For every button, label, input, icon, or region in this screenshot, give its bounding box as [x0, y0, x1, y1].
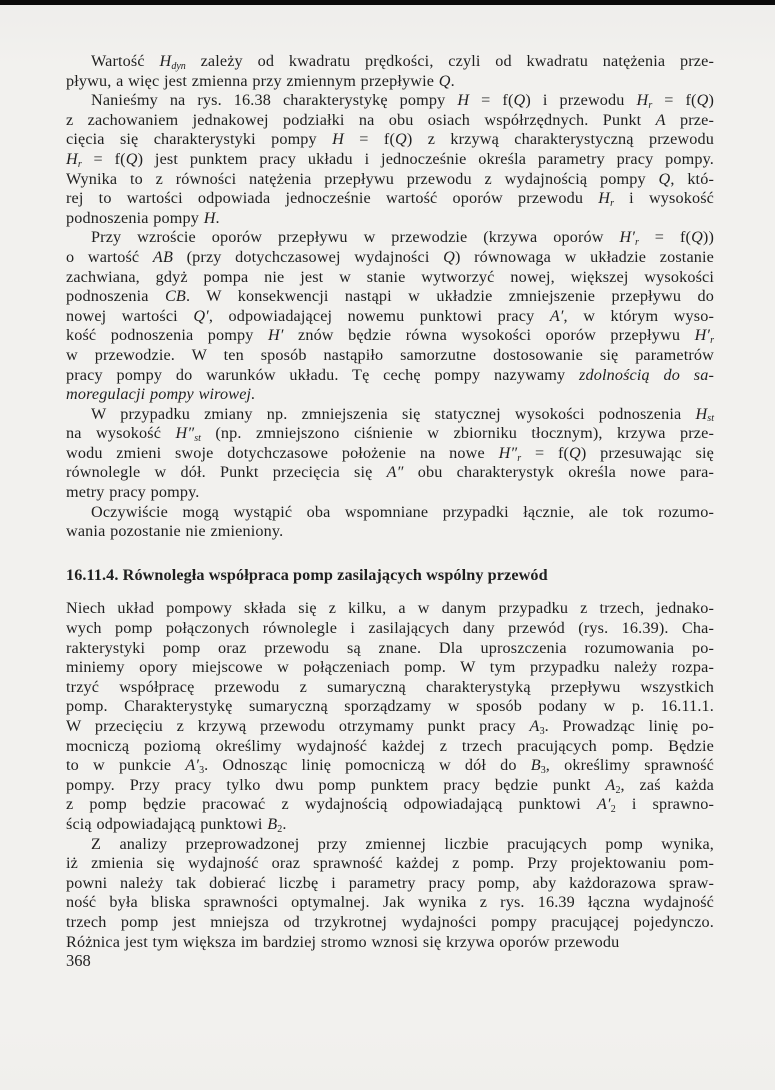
text-line: Oczywiście mogą wystąpić oba wspomniane przypadki łącznie, ale tok rozumo-: [91, 502, 714, 521]
text-line: powni należy tak dobierać liczbę i parametry pracy pomp, aby każdorazowa spraw-: [66, 873, 714, 892]
scan-edge-artifact: [0, 0, 775, 5]
text-line: ność była bliska sprawności optymalnej. Jak wynika z rys. 16.39 łączna wydajność: [66, 893, 714, 912]
text-line: w przewodzie. W ten sposób nastąpiło samorzutne dostosowanie się parametrów: [66, 345, 714, 364]
text-line: pomp. Charakterystykę sumaryczną sporządzamy w sposób podany w p. 16.11.1.: [66, 697, 714, 716]
text-line: W przecięciu z krzywą przewodu otrzymamy punkt pracy $A_3$. Prowadząc linię po-: [66, 717, 714, 737]
text-line: zachwiana, gdyż pompa nie jest w stanie wytworzyć nowej, większej wysokości: [66, 267, 714, 286]
paragraph: [66, 228, 714, 404]
text-line: z zachowaniem jednakowej podziałki na obu osiach współrzędnych. Punkt A prze-: [66, 110, 714, 129]
paragraph: [66, 52, 714, 91]
text-line: moregulacji pompy wirowej.: [66, 385, 256, 404]
text-line: W przypadku zmiany np. zmniejszenia się statycznej wysokości podnoszenia $H_{st}$: [91, 404, 714, 425]
text-line: podnoszenia CB. W konsekwencji nastąpi w układzie zmniejszenie przepływu do: [66, 287, 714, 306]
section-heading: 16.11.4. Równoległa współpraca pomp zasilających wspólny przewód: [66, 565, 548, 584]
text-line: trzech pomp jest mniejsza od trzykrotnej wydajności pompy pracującej pojedynczo.: [66, 912, 714, 931]
paragraph: [66, 405, 714, 503]
paragraph: [66, 503, 714, 542]
text-line: o wartość AB (przy dotychczasowej wydajności Q) równowaga w układzie zostanie: [66, 247, 714, 266]
text-line: wodu zmieni swoje dotychczasowe położenie na nowe $H''_r = f(Q)$ przesuwając się: [66, 443, 714, 464]
text-line: z pomp będzie pracować z wydajnością odpowiadającą punktowi $A'_2$ i sprawno-: [66, 795, 714, 816]
text-line: cięcia się charakterystyki pompy H = f(Q) z krzywą charakterystyczną przewodu: [66, 130, 714, 149]
text-line: to w punkcie $A'_3$. Odnosząc linię pomocniczą w dół do $B_3$, określimy sprawność: [66, 756, 714, 776]
text-line: pompy. Przy pracy tylko dwu pomp punktem pracy będzie punkt $A_2$, zaś każda: [66, 775, 714, 796]
text-line: pracy pompy do warunków układu. Tę cechę pompy nazywamy zdolnością do sa-: [66, 365, 714, 384]
text-line: Niech układ pompowy składa się z kilku, a w danym przypadku z trzech, jednako-: [66, 599, 714, 618]
text-line: kość podnoszenia pompy H′ znów będzie równa wysokości oporów przepływu $H'_r$: [66, 326, 714, 347]
text-line: wania pozostanie nie zmieniony.: [66, 522, 284, 541]
text-line: Z analizy przeprowadzonej przy zmiennej liczbie pracujących pomp wynika,: [91, 834, 714, 853]
text-line: $H_r = f(Q)$ jest punktem pracy układu i jednocześnie określa parametry pracy pompy.: [66, 149, 714, 170]
paragraph: [66, 91, 714, 228]
text-line: rakterystyki pomp oraz przewodu są znane. Dla uproszczenia rozumowania po-: [66, 638, 714, 657]
text-line: wych pomp połączonych równolegle i zasilających dany przewód (rys. 16.39). Cha-: [66, 619, 714, 638]
text-line: mocniczą poziomą określimy wydajność każdej z trzech pracujących pomp. Będzie: [66, 736, 714, 755]
page-number: 368: [66, 951, 91, 970]
text-line: trzyć współpracę przewodu z sumaryczną charakterystyką przepływu wszystkich: [66, 677, 714, 696]
text-line: ścią odpowiadającą punktowi $B_2$.: [66, 814, 287, 835]
text-line: nowej wartości Q′, odpowiadającej nowemu punktowi pracy A′, w którym wyso-: [66, 306, 714, 325]
text-line: Różnica jest tym większa im bardziej stromo wznosi się krzywa oporów przewodu: [66, 932, 620, 951]
text-line: metry pracy pompy.: [66, 483, 200, 502]
text-line: Nanieśmy na rys. 16.38 charakterystykę pompy H = f(Q) i przewodu $H_r = f(Q)$: [91, 91, 714, 111]
paragraph: [66, 835, 714, 953]
text-line: pływu, a więc jest zmienna przy zmiennym przepływie Q.: [66, 71, 455, 90]
text-line: na wysokość $H''_{st}$ (np. zmniejszono ciśnienie w zbiorniku tłocznym), krzywa prze-: [66, 424, 714, 445]
text-line: Wynika to z równości natężenia przepływu przewodu z wydajnością pompy Q, któ-: [66, 169, 714, 188]
text-line: iż zmienia się wydajność oraz sprawność każdej z pomp. Przy projektowaniu pom-: [66, 854, 714, 873]
paragraph: [66, 599, 714, 834]
text-line: podnoszenia pompy H.: [66, 208, 220, 227]
text-block: [66, 52, 714, 952]
text-line: miniemy opory miejscowe w połączeniach pomp. W tym przypadku należy rozpa-: [66, 658, 714, 677]
text-line: Wartość $H_{dyn}$ zależy od kwadratu prędkości, czyli od kwadratu natężenia prze-: [91, 52, 714, 72]
text-line: równolegle w dół. Punkt przecięcia się A″ obu charakterystyk określa nowe para-: [66, 463, 714, 482]
text-line: rej to wartości odpowiada jednocześnie wartość oporów przewodu $H_r$ i wysokość: [66, 189, 714, 209]
text-line: Przy wzroście oporów przepływu w przewodzie (krzywa oporów $H'_r = f(Q)$): [91, 228, 714, 249]
